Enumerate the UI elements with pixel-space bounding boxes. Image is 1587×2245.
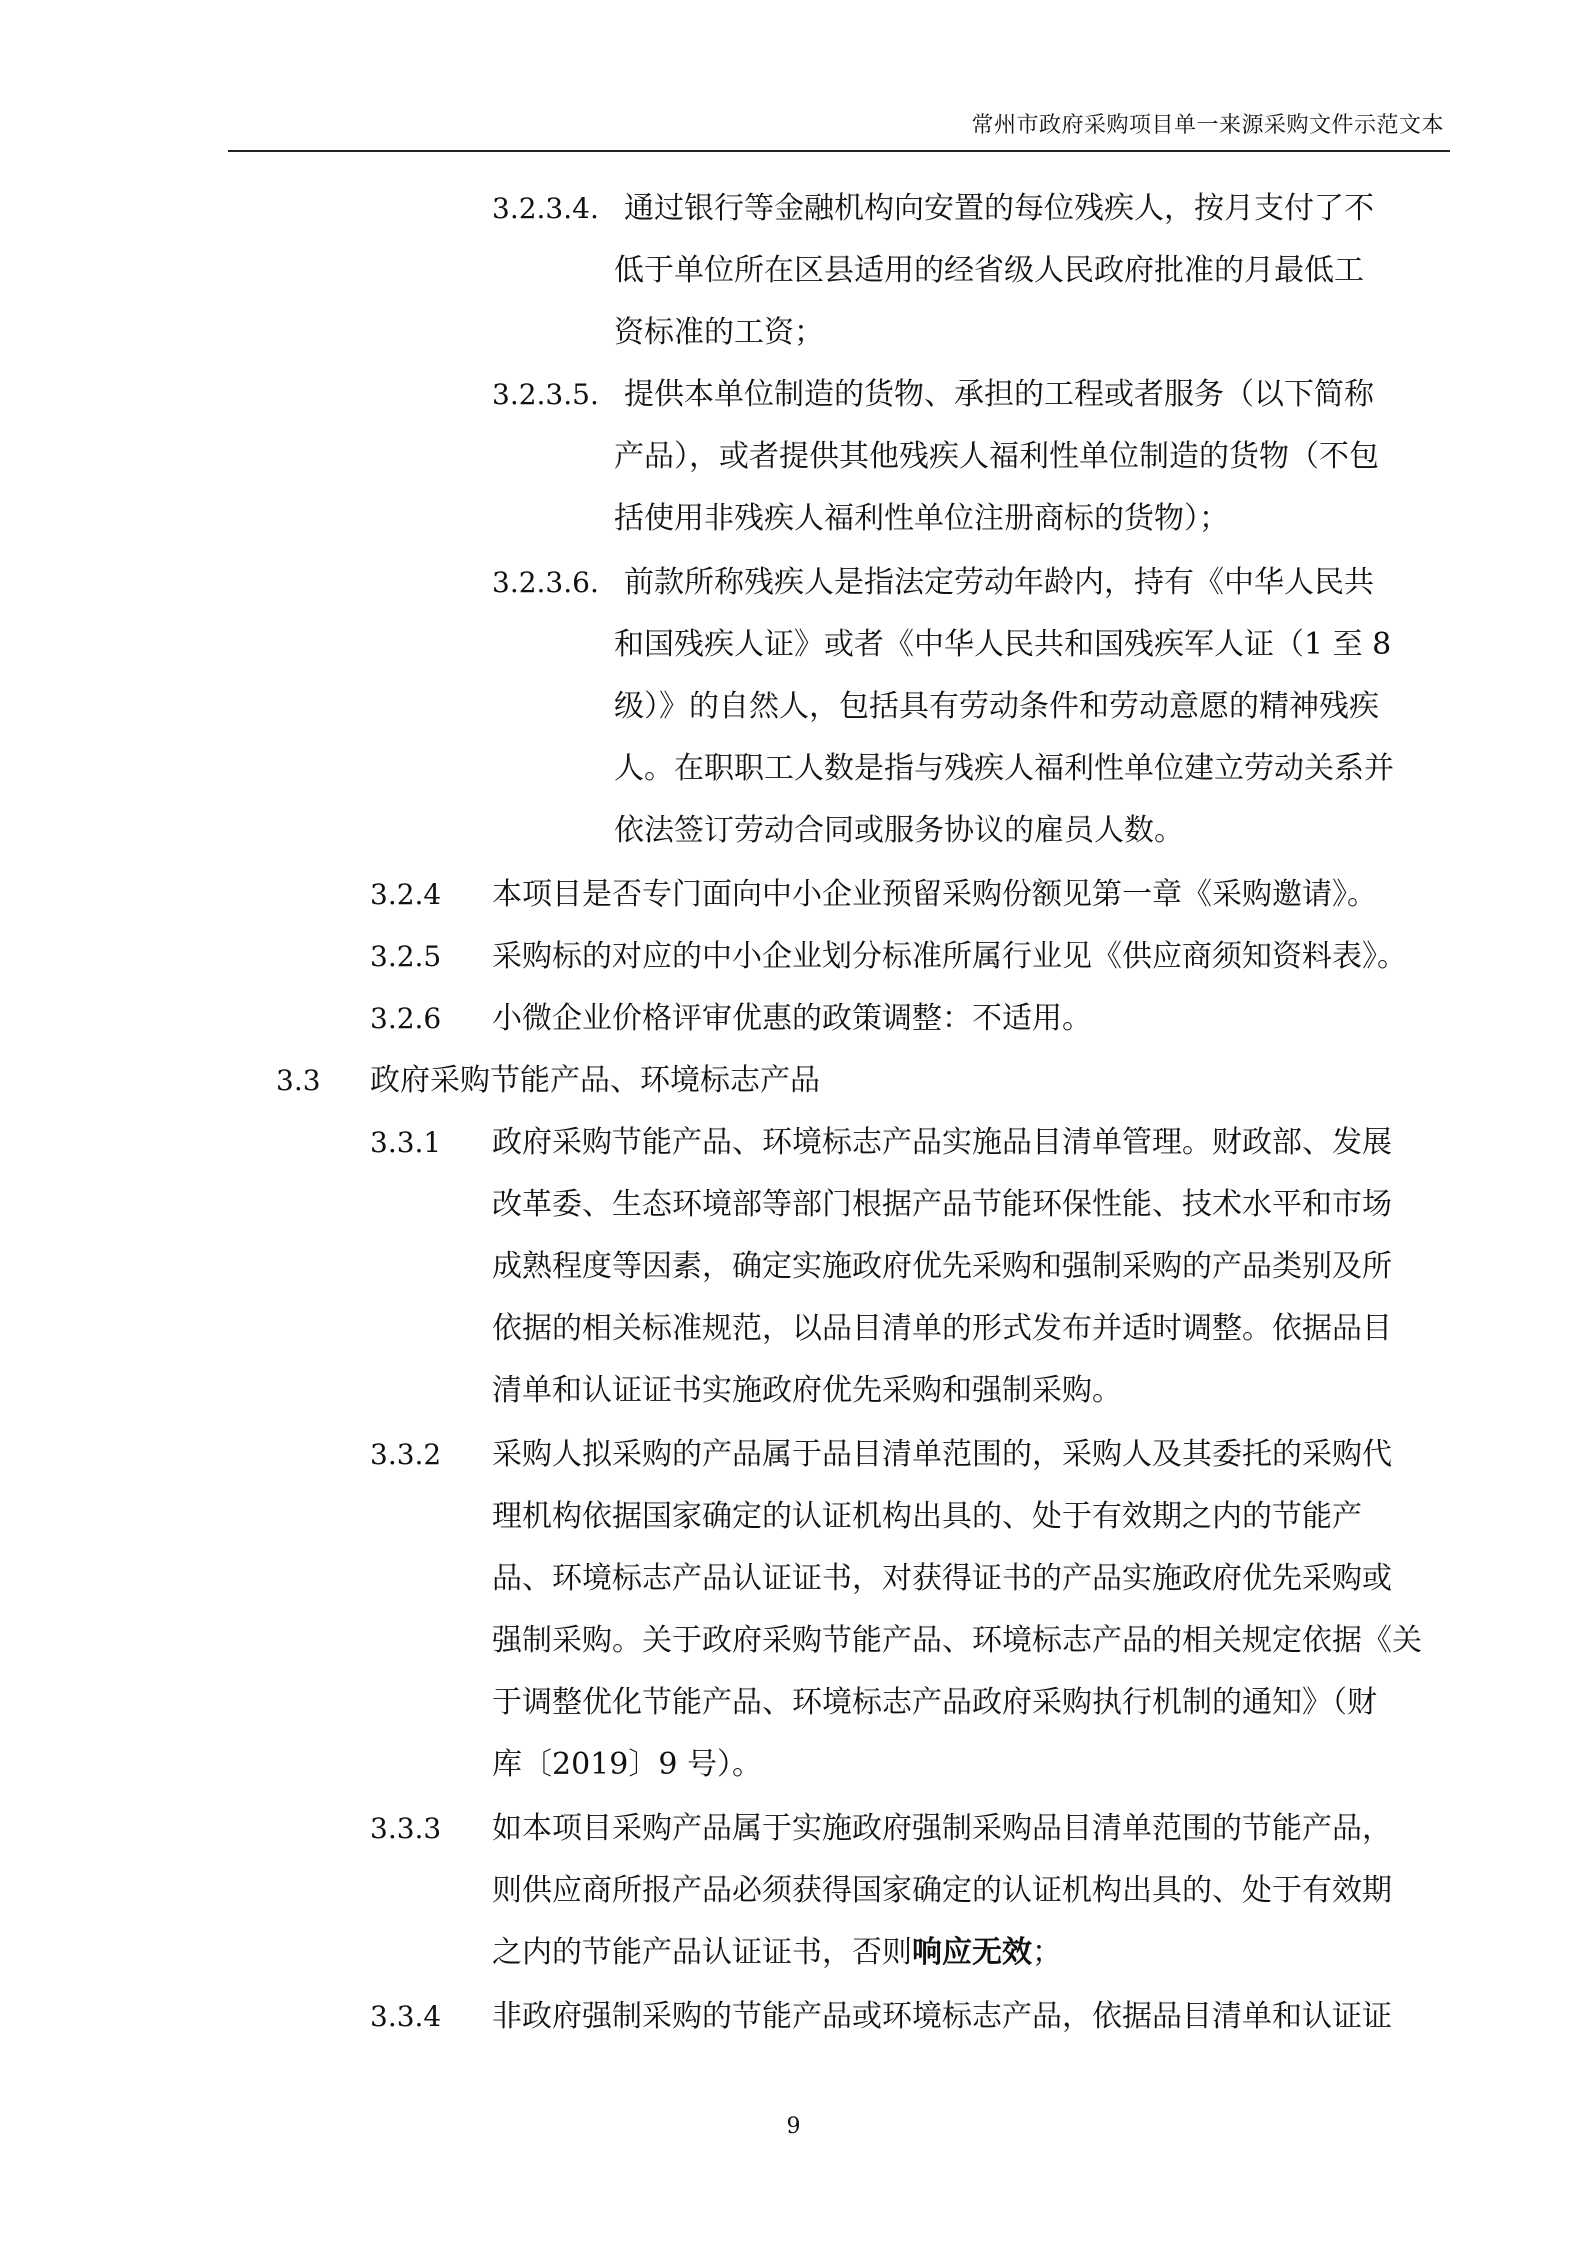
item-number: 3.2.5 (370, 940, 442, 973)
item-line: 级）》的自然人，包括具有劳动条件和劳动意愿的精神残疾 (614, 689, 1379, 724)
item-line: 资标准的工资； (614, 315, 824, 350)
emphasis-text: 响应无效 (912, 1935, 1032, 1970)
section-number: 3.3 (276, 1064, 321, 1097)
item-line: 库〔2019〕9 号）。 (492, 1747, 762, 1782)
item-line: 通过银行等金融机构向安置的每位残疾人，按月支付了不 (624, 191, 1374, 226)
item-line: 产品），或者提供其他残疾人福利性单位制造的货物（不包 (614, 439, 1379, 474)
item-number: 3.2.4 (370, 878, 442, 911)
item-line: 强制采购。关于政府采购节能产品、环境标志产品的相关规定依据《关 (492, 1623, 1422, 1658)
item-line: 采购人拟采购的产品属于品目清单范围的，采购人及其委托的采购代 (492, 1437, 1392, 1472)
item-line: 括使用非残疾人福利性单位注册商标的货物）； (614, 501, 1229, 536)
item-line: 提供本单位制造的货物、承担的工程或者服务（以下简称 (624, 377, 1374, 412)
item-line: 之内的节能产品认证证书，否则 (492, 1935, 912, 1970)
item-number: 3.2.3.4. (492, 192, 599, 225)
item-line-with-emphasis (492, 1922, 1062, 1984)
item-line: 人。在职职工人数是指与残疾人福利性单位建立劳动关系并 (614, 751, 1394, 786)
section-title: 政府采购节能产品、环境标志产品 (370, 1063, 820, 1098)
item-number: 3.3.1 (370, 1126, 442, 1159)
item-line: 如本项目采购产品属于实施政府强制采购品目清单范围的节能产品， (492, 1811, 1392, 1846)
item-line: 低于单位所在区县适用的经省级人民政府批准的月最低工 (614, 253, 1364, 288)
page-number: 9 (786, 2114, 801, 2139)
item-line: 清单和认证证书实施政府优先采购和强制采购。 (492, 1373, 1122, 1408)
item-line: 于调整优化节能产品、环境标志产品政府采购执行机制的通知》（财 (492, 1685, 1377, 1720)
item-line: 成熟程度等因素，确定实施政府优先采购和强制采购的产品类别及所 (492, 1249, 1392, 1284)
item-line: 政府采购节能产品、环境标志产品实施品目清单管理。财政部、发展 (492, 1125, 1392, 1160)
item-line-tail: ； (1032, 1935, 1062, 1970)
item-line: 前款所称残疾人是指法定劳动年龄内，持有《中华人民共 (624, 565, 1374, 600)
item-line: 改革委、生态环境部等部门根据产品节能环保性能、技术水平和市场 (492, 1187, 1392, 1222)
item-number: 3.3.3 (370, 1812, 442, 1845)
item-line: 小微企业价格评审优惠的政策调整：不适用。 (492, 1001, 1092, 1036)
item-line: 则供应商所报产品必须获得国家确定的认证机构出具的、处于有效期 (492, 1873, 1392, 1908)
item-line: 品、环境标志产品认证证书，对获得证书的产品实施政府优先采购或 (492, 1561, 1392, 1596)
item-line: 非政府强制采购的节能产品或环境标志产品，依据品目清单和认证证 (492, 1999, 1392, 2034)
item-line: 理机构依据国家确定的认证机构出具的、处于有效期之内的节能产 (492, 1499, 1362, 1534)
item-number: 3.3.4 (370, 2000, 442, 2033)
header-title: 常州市政府采购项目单一来源采购文件示范文本 (971, 113, 1444, 138)
item-line: 本项目是否专门面向中小企业预留采购份额见第一章《采购邀请》。 (492, 877, 1377, 912)
item-number: 3.3.2 (370, 1438, 442, 1471)
item-line: 采购标的对应的中小企业划分标准所属行业见《供应商须知资料表》。 (492, 939, 1407, 974)
page-header (228, 112, 1450, 152)
item-number: 3.2.3.5. (492, 378, 599, 411)
item-number: 3.2.6 (370, 1002, 442, 1035)
item-line: 和国残疾人证》或者《中华人民共和国残疾军人证（1 至 8 (614, 627, 1392, 662)
item-line: 依法签订劳动合同或服务协议的雇员人数。 (614, 813, 1184, 848)
item-number: 3.2.3.6. (492, 566, 599, 599)
item-line: 依据的相关标准规范，以品目清单的形式发布并适时调整。依据品目 (492, 1311, 1392, 1346)
